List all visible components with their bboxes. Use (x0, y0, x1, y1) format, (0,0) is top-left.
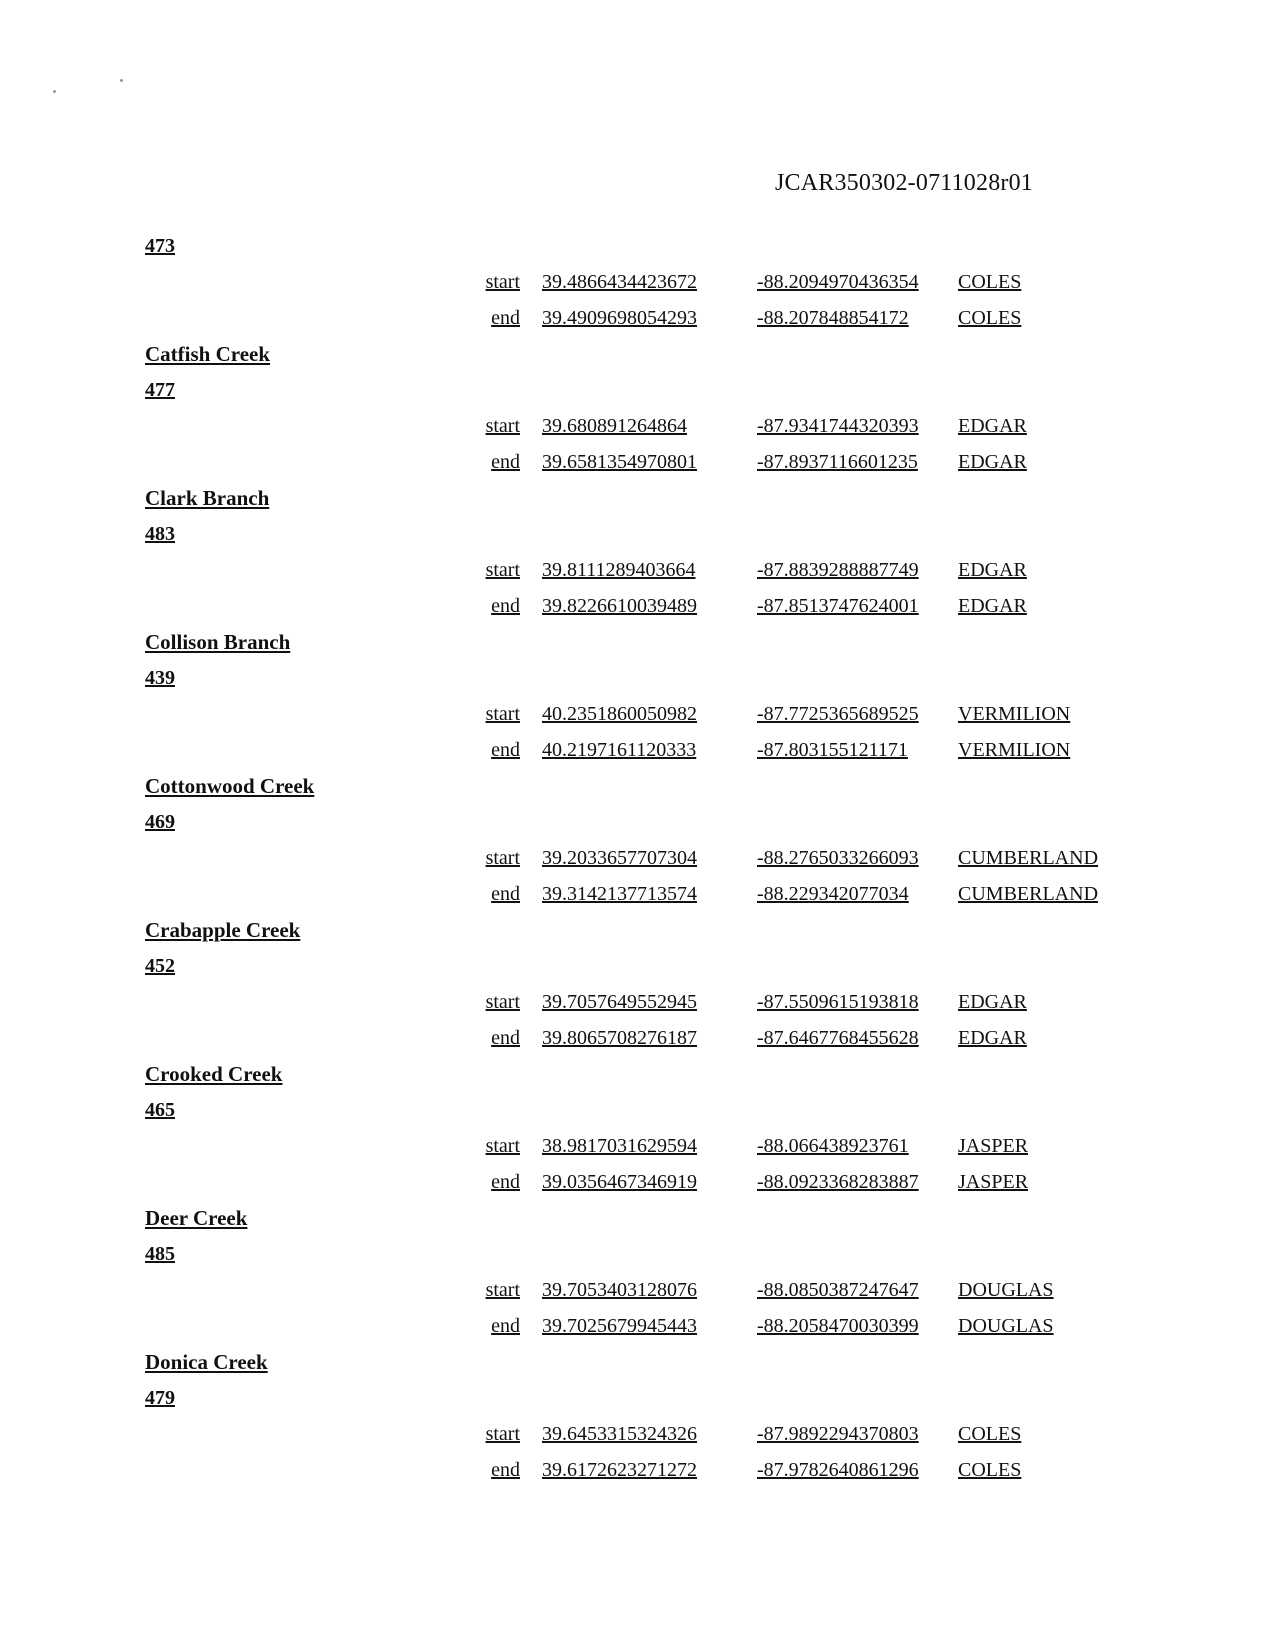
county-name: COLES (958, 1423, 1022, 1445)
latitude-value: 39.2033657707304 (542, 847, 697, 869)
stream-entry (0, 1200, 1276, 1344)
longitude-value: -88.0923368283887 (757, 1171, 919, 1193)
county-name: JASPER (958, 1171, 1029, 1193)
coordinate-row (0, 876, 1276, 912)
county-name: JASPER (958, 1135, 1029, 1157)
stream-number: 469 (145, 811, 175, 833)
longitude-value: -88.0850387247647 (757, 1279, 919, 1301)
point-label: start (485, 1279, 520, 1301)
latitude-value: 40.2351860050982 (542, 703, 697, 725)
latitude-value: 39.8226610039489 (542, 595, 697, 617)
county-name: CUMBERLAND (958, 847, 1099, 869)
stream-entry (0, 336, 1276, 480)
longitude-value: -87.8513747624001 (757, 595, 919, 617)
stream-name: Catfish Creek (145, 342, 271, 366)
stream-name-line (0, 1200, 1276, 1236)
stream-name-line (0, 336, 1276, 372)
county-name: EDGAR (958, 559, 1027, 581)
stream-number: 483 (145, 523, 175, 545)
point-label: start (485, 1423, 520, 1445)
point-label: start (485, 1135, 520, 1157)
county-name: COLES (958, 1459, 1022, 1481)
coordinate-row (0, 1128, 1276, 1164)
scan-speck (120, 79, 123, 82)
stream-number-line (0, 804, 1276, 840)
longitude-value: -87.7725365689525 (757, 703, 919, 725)
stream-number-line (0, 948, 1276, 984)
point-label: start (485, 415, 520, 437)
stream-name-line (0, 768, 1276, 804)
latitude-value: 39.6581354970801 (542, 451, 697, 473)
point-label: start (485, 271, 520, 293)
coordinate-row (0, 588, 1276, 624)
county-name: EDGAR (958, 451, 1027, 473)
stream-number-line (0, 372, 1276, 408)
county-name: VERMILION (958, 739, 1071, 761)
longitude-value: -88.2094970436354 (757, 271, 919, 293)
stream-name-line (0, 1056, 1276, 1092)
stream-number: 473 (145, 235, 175, 257)
coordinate-row (0, 444, 1276, 480)
point-label: end (491, 451, 520, 473)
point-label: end (491, 739, 520, 761)
longitude-value: -88.207848854172 (757, 307, 909, 329)
county-name: EDGAR (958, 415, 1027, 437)
coordinate-row (0, 1020, 1276, 1056)
county-name: CUMBERLAND (958, 883, 1099, 905)
coordinate-row (0, 840, 1276, 876)
stream-name: Deer Creek (145, 1206, 248, 1230)
longitude-value: -88.2058470030399 (757, 1315, 919, 1337)
coordinate-row (0, 1452, 1276, 1488)
stream-name: Cottonwood Creek (145, 774, 315, 798)
point-label: end (491, 595, 520, 617)
stream-name: Crooked Creek (145, 1062, 283, 1086)
county-name: VERMILION (958, 703, 1071, 725)
longitude-value: -87.5509615193818 (757, 991, 919, 1013)
stream-number-line (0, 1092, 1276, 1128)
stream-name: Crabapple Creek (145, 918, 301, 942)
stream-number: 477 (145, 379, 175, 401)
longitude-value: -87.8937116601235 (757, 451, 918, 473)
document-id: JCAR350302-0711028r01 (775, 170, 1033, 196)
longitude-value: -87.9782640861296 (757, 1459, 919, 1481)
longitude-value: -88.066438923761 (757, 1135, 909, 1157)
stream-entry (0, 1056, 1276, 1200)
coordinate-row (0, 1416, 1276, 1452)
latitude-value: 39.3142137713574 (542, 883, 697, 905)
stream-list (0, 228, 1276, 1488)
coordinate-row (0, 1164, 1276, 1200)
point-label: end (491, 883, 520, 905)
county-name: DOUGLAS (958, 1279, 1054, 1301)
point-label: end (491, 1459, 520, 1481)
stream-name: Collison Branch (145, 630, 291, 654)
county-name: EDGAR (958, 595, 1027, 617)
county-name: COLES (958, 271, 1022, 293)
county-name: EDGAR (958, 1027, 1027, 1049)
stream-number-line (0, 516, 1276, 552)
coordinate-row (0, 300, 1276, 336)
longitude-value: -88.2765033266093 (757, 847, 919, 869)
point-label: start (485, 703, 520, 725)
longitude-value: -87.803155121171 (757, 739, 908, 761)
coordinate-row (0, 264, 1276, 300)
point-label: start (485, 991, 520, 1013)
latitude-value: 38.9817031629594 (542, 1135, 697, 1157)
county-name: DOUGLAS (958, 1315, 1054, 1337)
longitude-value: -88.229342077034 (757, 883, 909, 905)
point-label: end (491, 307, 520, 329)
longitude-value: -87.6467768455628 (757, 1027, 919, 1049)
stream-entry (0, 912, 1276, 1056)
latitude-value: 39.8065708276187 (542, 1027, 697, 1049)
latitude-value: 39.6453315324326 (542, 1423, 697, 1445)
stream-entry (0, 480, 1276, 624)
coordinate-row (0, 552, 1276, 588)
point-label: end (491, 1171, 520, 1193)
latitude-value: 39.680891264864 (542, 415, 687, 437)
stream-entry (0, 768, 1276, 912)
coordinate-row (0, 1308, 1276, 1344)
latitude-value: 39.7053403128076 (542, 1279, 697, 1301)
coordinate-row (0, 732, 1276, 768)
coordinate-row (0, 408, 1276, 444)
point-label: start (485, 559, 520, 581)
stream-name: Donica Creek (145, 1350, 268, 1374)
latitude-value: 39.6172623271272 (542, 1459, 697, 1481)
latitude-value: 39.8111289403664 (542, 559, 696, 581)
county-name: EDGAR (958, 991, 1027, 1013)
longitude-value: -87.9892294370803 (757, 1423, 919, 1445)
stream-entry (0, 624, 1276, 768)
stream-number: 485 (145, 1243, 175, 1265)
stream-entry (0, 1344, 1276, 1488)
stream-entry (0, 228, 1276, 336)
longitude-value: -87.9341744320393 (757, 415, 919, 437)
stream-number-line (0, 1236, 1276, 1272)
county-name: COLES (958, 307, 1022, 329)
coordinate-row (0, 984, 1276, 1020)
latitude-value: 39.4866434423672 (542, 271, 697, 293)
longitude-value: -87.8839288887749 (757, 559, 919, 581)
latitude-value: 39.4909698054293 (542, 307, 697, 329)
point-label: end (491, 1027, 520, 1049)
stream-name-line (0, 912, 1276, 948)
stream-number-line (0, 660, 1276, 696)
latitude-value: 39.7057649552945 (542, 991, 697, 1013)
point-label: start (485, 847, 520, 869)
stream-number: 465 (145, 1099, 175, 1121)
latitude-value: 39.0356467346919 (542, 1171, 697, 1193)
latitude-value: 39.7025679945443 (542, 1315, 697, 1337)
stream-number-line (0, 1380, 1276, 1416)
stream-number: 452 (145, 955, 175, 977)
stream-number: 439 (145, 667, 175, 689)
stream-number-line (0, 228, 1276, 264)
stream-name-line (0, 480, 1276, 516)
scan-speck (53, 90, 56, 93)
stream-name-line (0, 1344, 1276, 1380)
stream-number: 479 (145, 1387, 175, 1409)
coordinate-row (0, 1272, 1276, 1308)
stream-name: Clark Branch (145, 486, 270, 510)
point-label: end (491, 1315, 520, 1337)
latitude-value: 40.2197161120333 (542, 739, 697, 761)
stream-name-line (0, 624, 1276, 660)
coordinate-row (0, 696, 1276, 732)
